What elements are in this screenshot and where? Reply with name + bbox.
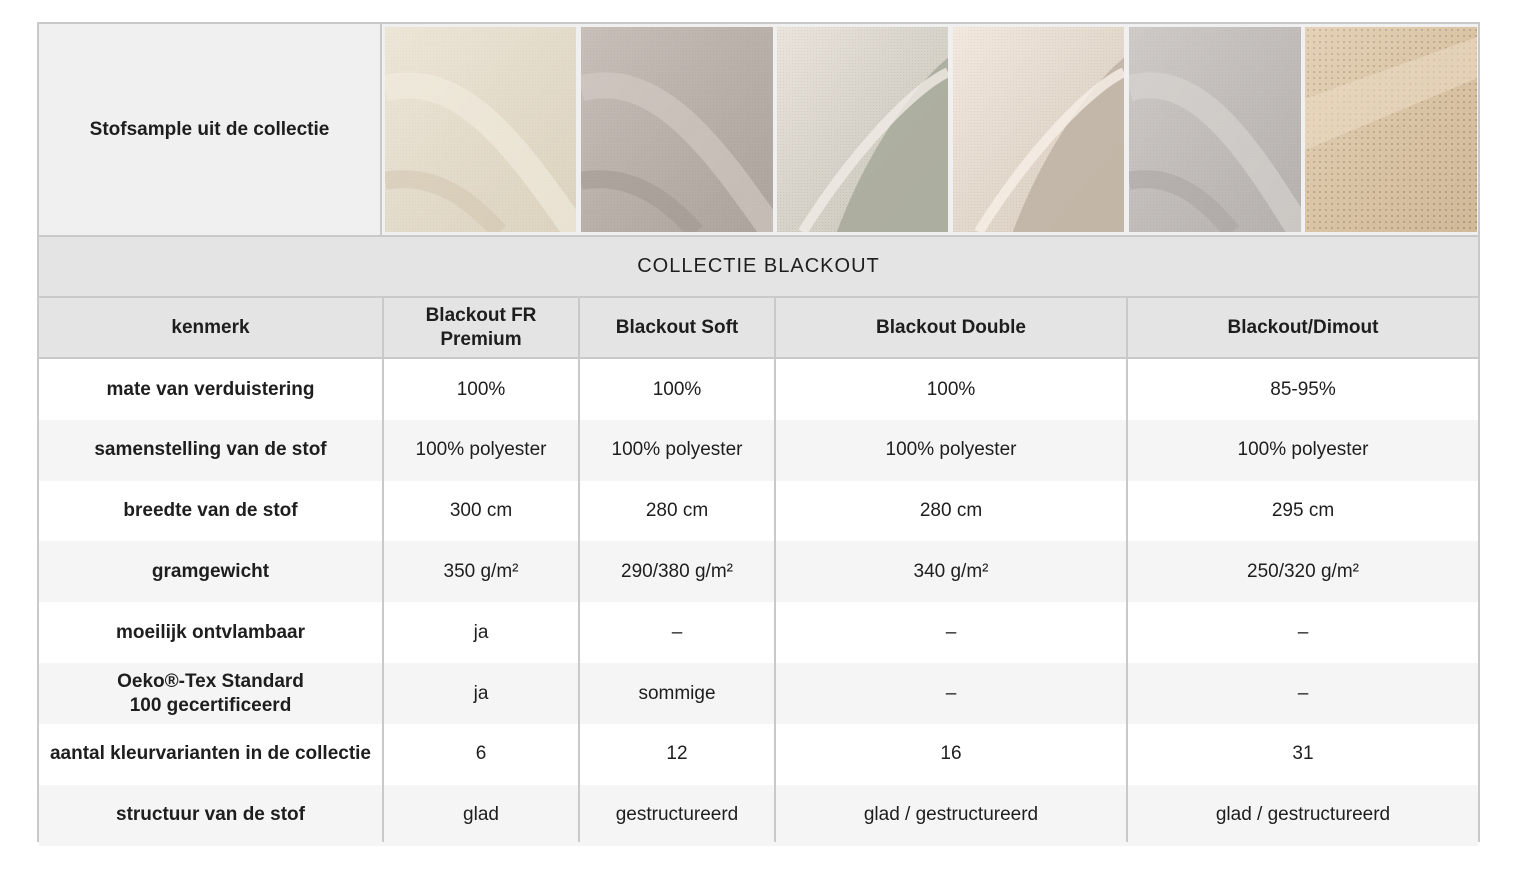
- swatch-grey-taupe: [581, 27, 773, 232]
- table-row: [39, 785, 1478, 846]
- row-label: samenstelling van de stof: [94, 439, 327, 461]
- column-divider: [578, 298, 580, 842]
- column-divider: [382, 298, 384, 842]
- table-cell: ja: [473, 621, 489, 643]
- table-cell: 100% polyester: [885, 439, 1017, 461]
- table-cell: 295 cm: [1271, 500, 1335, 522]
- table-cell: Blackout/Dimout: [1227, 316, 1379, 338]
- table-cell: 280 cm: [919, 500, 983, 522]
- table-cell: Blackout FR Premium: [425, 304, 537, 350]
- swatch-cream-linen: [385, 27, 576, 232]
- table-row: [39, 359, 1478, 420]
- table-cell: sommige: [638, 682, 716, 704]
- table-cell: 100%: [652, 378, 702, 400]
- collection-title: COLLECTIE BLACKOUT: [39, 237, 1478, 298]
- table-cell: –: [1297, 621, 1309, 643]
- table-cell: 12: [666, 743, 688, 765]
- row-label: breedte van de stof: [123, 500, 298, 522]
- table-cell: 16: [940, 743, 962, 765]
- table-cell: 100% polyester: [415, 439, 547, 461]
- table-cell: glad / gestructureerd: [863, 804, 1039, 826]
- fabric-samples-row: [39, 24, 1478, 237]
- table-row: [39, 724, 1478, 785]
- table-cell: 100%: [926, 378, 976, 400]
- table-cell: –: [945, 621, 957, 643]
- table-cell: 100% polyester: [611, 439, 743, 461]
- swatch-beige-sage: [777, 27, 948, 232]
- row-label: gramgewicht: [151, 560, 270, 582]
- table-cell: 250/320 g/m²: [1247, 560, 1359, 582]
- table-cell: 31: [1292, 743, 1314, 765]
- table-row: [39, 663, 1478, 724]
- row-label: kenmerk: [171, 316, 250, 338]
- table-header-row: [39, 298, 1478, 359]
- table-row: [39, 602, 1478, 663]
- table-cell: –: [671, 621, 683, 643]
- table-cell: 300 cm: [449, 500, 513, 522]
- table-cell: glad / gestructureerd: [1215, 804, 1391, 826]
- table-row: [39, 481, 1478, 542]
- table-cell: glad: [463, 804, 499, 826]
- table-cell: 100%: [456, 378, 506, 400]
- table-cell: –: [1297, 682, 1309, 704]
- table-cell: 6: [475, 743, 487, 765]
- row-label: moeilijk ontvlambaar: [115, 621, 305, 643]
- table-cell: Blackout Double: [876, 316, 1026, 338]
- table-cell: 280 cm: [645, 500, 709, 522]
- swatch-grey: [1129, 27, 1301, 232]
- table-cell: 350 g/m²: [443, 560, 519, 582]
- row-label: mate van verduistering: [106, 378, 315, 400]
- table-cell: –: [945, 682, 957, 704]
- table-cell: 290/380 g/m²: [621, 560, 733, 582]
- row-label: aantal kleurvarianten in de collectie: [49, 743, 371, 765]
- table-cell: 100% polyester: [1237, 439, 1369, 461]
- fabric-comparison-sheet: [37, 22, 1480, 842]
- table-cell: 85-95%: [1270, 378, 1336, 400]
- table-cell: Blackout Soft: [615, 316, 739, 338]
- column-divider: [774, 298, 776, 842]
- table-cell: 340 g/m²: [913, 560, 989, 582]
- swatch-sand-mesh: [1305, 27, 1477, 232]
- row-label: Oeko®-Tex Standard 100 gecertificeerd: [117, 670, 304, 716]
- column-divider: [1126, 298, 1128, 842]
- row-label: structuur van de stof: [116, 804, 305, 826]
- table-cell: ja: [473, 682, 489, 704]
- samples-label: Stofsample uit de collectie: [39, 24, 382, 235]
- table-cell: gestructureerd: [615, 804, 739, 826]
- table-row: [39, 541, 1478, 602]
- table-row: [39, 420, 1478, 481]
- swatch-rose-beige: [953, 27, 1124, 232]
